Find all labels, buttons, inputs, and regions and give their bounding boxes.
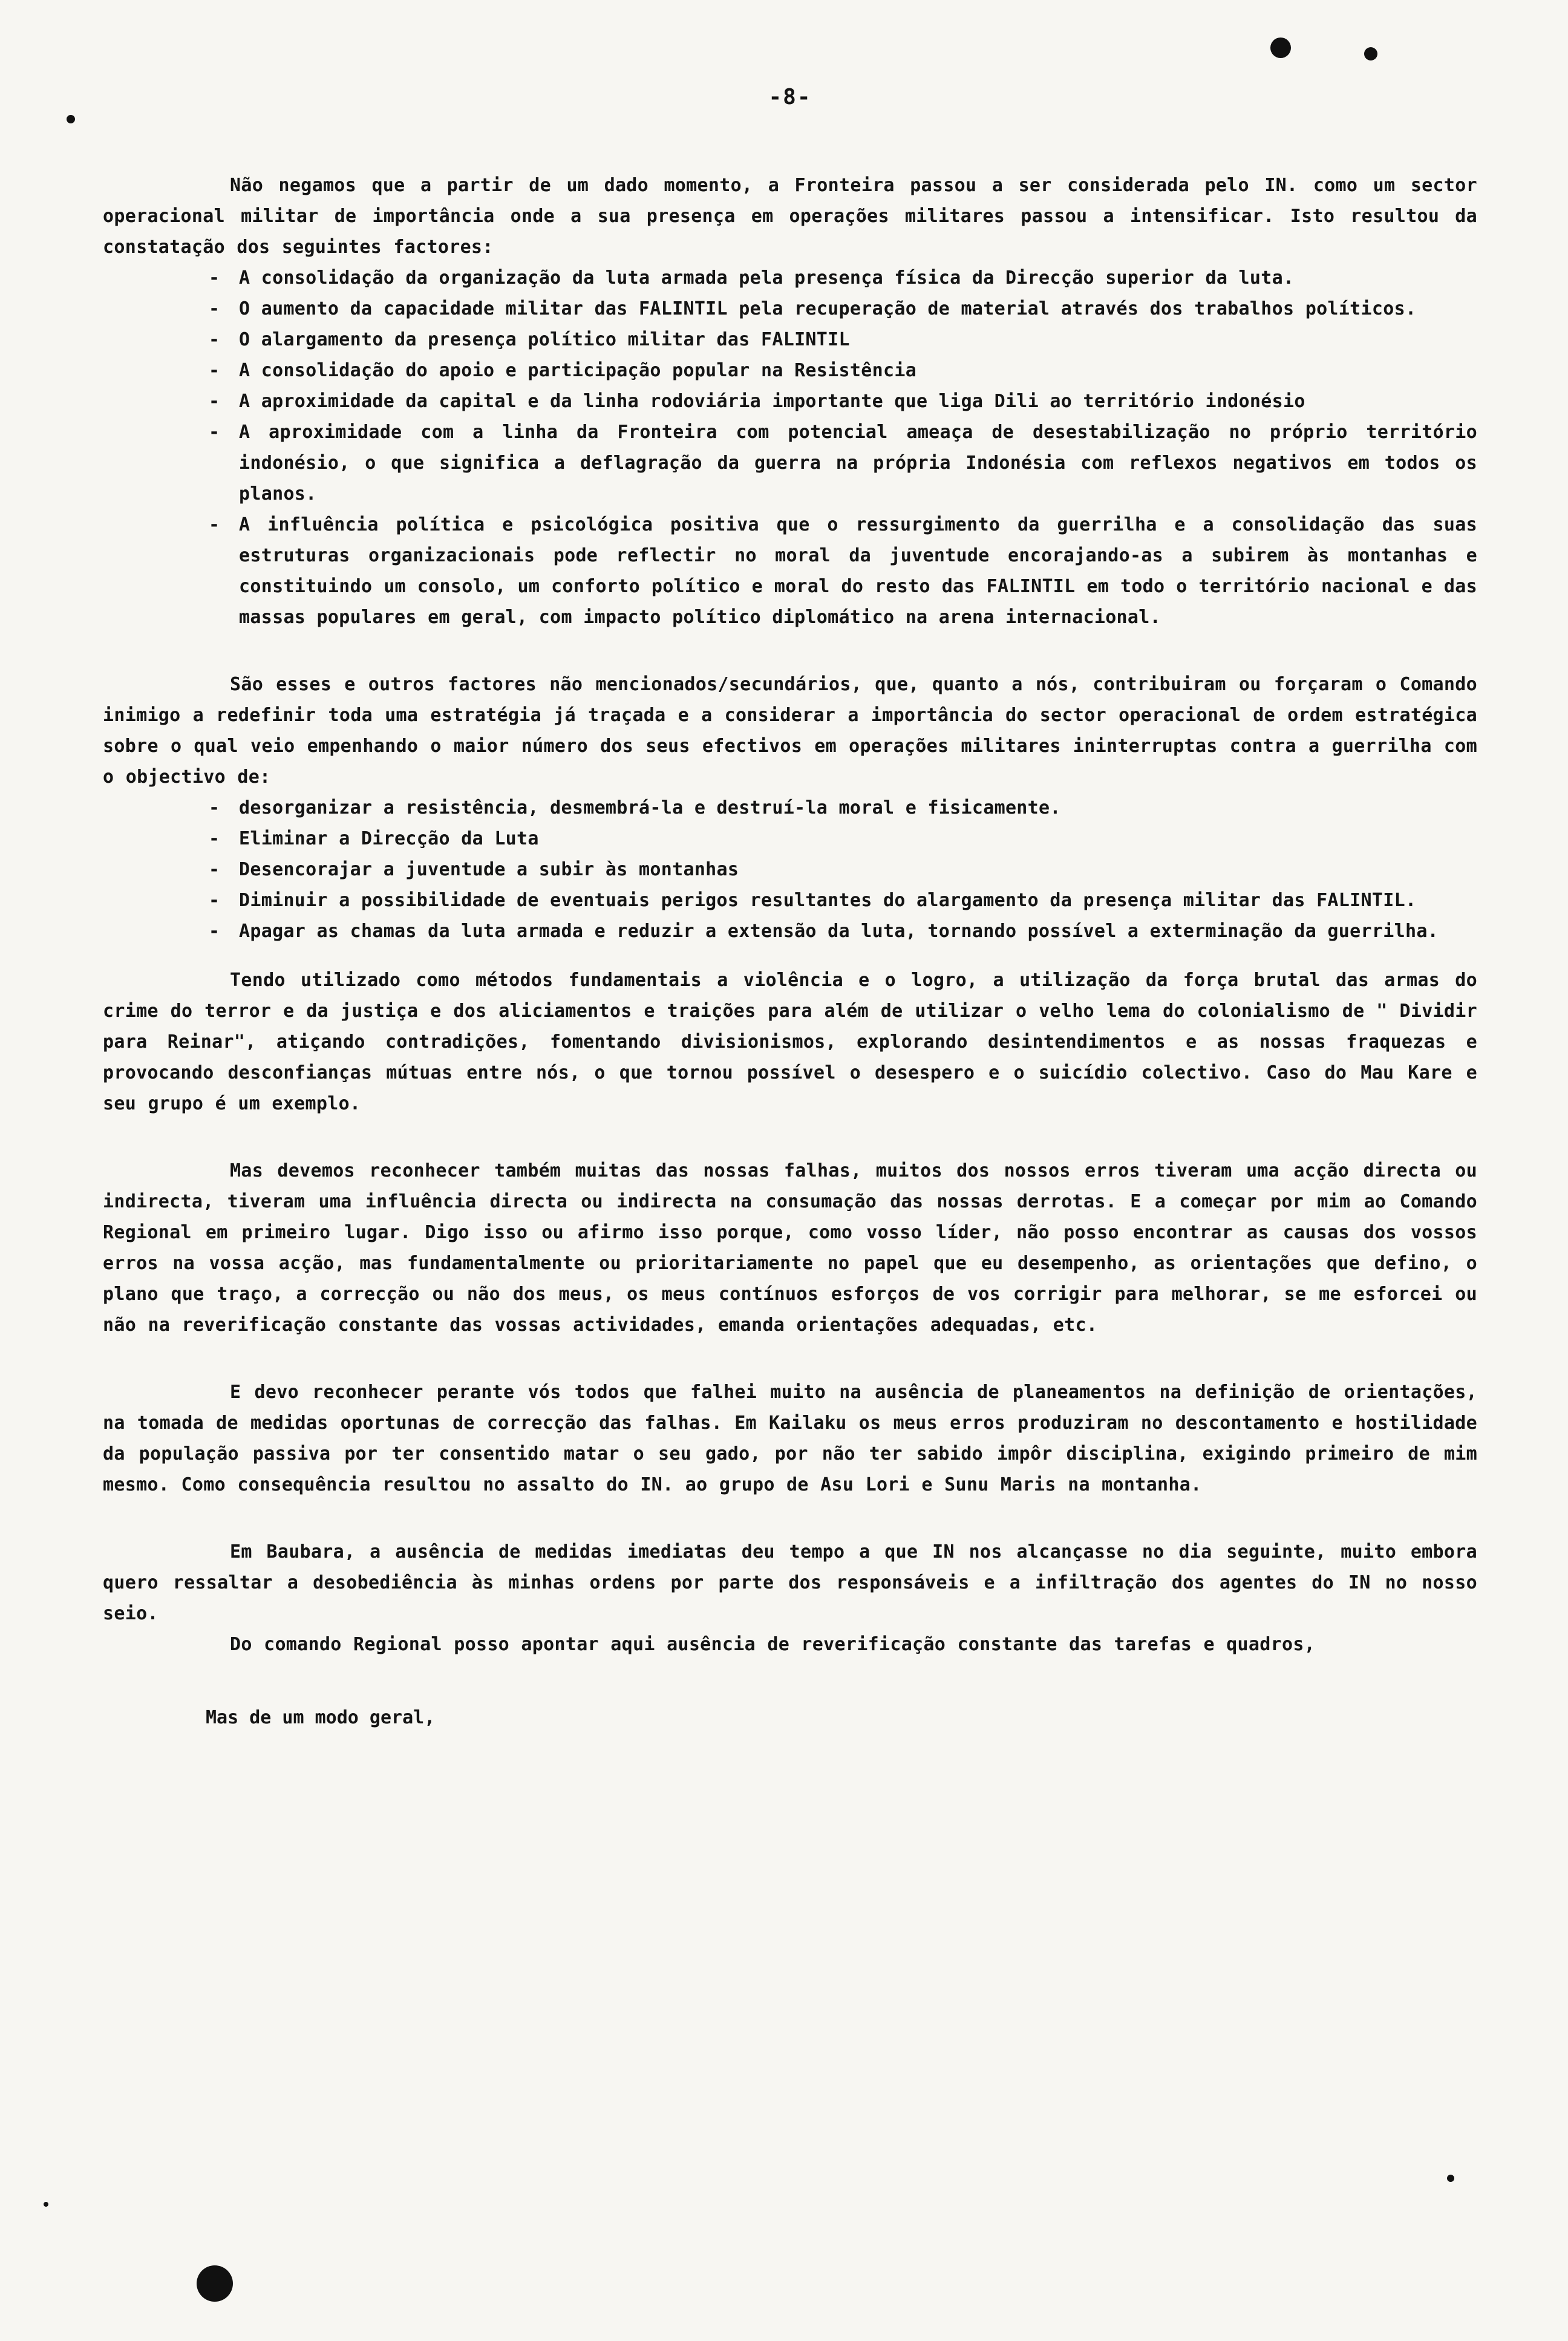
- paragraph-our-failures: Mas devemos reconhecer também muitas das nossas falhas, muitos dos nossos erros tiveram uma acção directa ou indirecta, tiveram uma influência directa ou indirecta na consumação das nossas derrotas. E a começar por mim ao Comando Regional em primeiro lugar. Digo isso ou afirmo isso porque, como vosso líder, não posso encontrar as causas dos vossos erros na vossa acção, mas fundamentalmente ou prioritariamente no papel que eu desempenho, as orientações que defino, o plano que traço, a correcção ou não dos meus, os meus contínuos esforços de vos corrigir para melhorar, se me esforcei ou não na reverificação constante das vossas actividades, emanda orientações adequadas, etc.: [103, 1160, 1477, 1336]
- list-item: - Desencorajar a juventude a subir às montanhas: [239, 854, 1477, 885]
- list-item: - Eliminar a Direcção da Luta: [239, 823, 1477, 854]
- list-item: - Diminuir a possibilidade de eventuais perigos resultantes do alargamento da presença militar das FALINTIL.: [239, 885, 1477, 916]
- paragraph-regional-command: Do comando Regional posso apontar aqui ausência de reverificação constante das tarefas e quadros,: [230, 1634, 1316, 1655]
- paragraph-methods: Tendo utilizado como métodos fundamentais a violência e o logro, a utilização da força brutal das armas do crime do terror e da justiça e dos aliciamentos e traições para além de utilizar o velho lema do colonialismo de " Dividir para Reinar", atiçando contradições, fomentando divisionismos, explorando desintendimentos e as nossas fraquezas e provocando desconfianças mútuas entre nós, o que tornou possível o desespero e o suicídio colectivo. Caso do Mau Kare e seu grupo é um exemplo.: [103, 970, 1477, 1114]
- paragraph-factors-summary: São esses e outros factores não mencionados/secundários, que, quanto a nós, contribuiram ou forçaram o Comando inimigo a redefinir toda uma estratégia já traçada e a considerar a importância do sector operacional de ordem estratégica sobre o qual veio empenhando o maior número dos seus efectivos em operações militares ininterruptas contra a guerrilha com o objectivo de:: [103, 674, 1477, 788]
- scan-speck: [44, 2202, 48, 2207]
- objectives-list: [103, 792, 1477, 947]
- scan-speck: [197, 2265, 233, 2302]
- list-item: - A consolidação da organização da luta armada pela presença física da Direcção superior da luta.: [239, 263, 1477, 293]
- scan-speck: [1364, 47, 1377, 60]
- scan-speck: [67, 115, 75, 123]
- list-item: - Apagar as chamas da luta armada e reduzir a extensão da luta, tornando possível a exterminação da guerrilha.: [239, 916, 1477, 947]
- list-item: - O aumento da capacidade militar das FALINTIL pela recuperação de material através dos trabalhos políticos.: [239, 293, 1477, 324]
- list-item: - O alargamento da presença político militar das FALINTIL: [239, 324, 1477, 355]
- intro-paragraph: Não negamos que a partir de um dado momento, a Fronteira passou a ser considerada pelo IN. como um sector operacional militar de importância onde a sua presença em operações militares passou a intensificar. Isto resultou da constatação dos seguintes factores:: [103, 175, 1477, 258]
- closing-line: Mas de um modo geral,: [206, 1707, 436, 1728]
- scan-speck: [1270, 38, 1291, 58]
- list-item: - desorganizar a resistência, desmembrá-la e destruí-la moral e fisicamente.: [239, 792, 1477, 823]
- list-item: - A influência política e psicológica positiva que o ressurgimento da guerrilha e a consolidação das suas estruturas organizacionais pode reflectir no moral da juventude encorajando-as a subirem às montanhas e constituindo um consolo, um conforto político e moral do resto das FALINTIL em todo o território nacional e das massas populares em geral, com impacto político diplomático na arena internacional.: [239, 509, 1477, 633]
- list-item: - A consolidação do apoio e participação popular na Resistência: [239, 355, 1477, 386]
- scan-speck: [1447, 2175, 1454, 2182]
- list-item: - A aproximidade da capital e da linha rodoviária importante que liga Dili ao território indonésio: [239, 386, 1477, 417]
- page-number: -8-: [768, 85, 812, 109]
- list-item: - A aproximidade com a linha da Fronteira com potencial ameaça de desestabilização no próprio território indonésio, o que significa a deflagração da guerra na própria Indonésia com reflexos negativos em todos os planos.: [239, 417, 1477, 509]
- factors-list: [103, 263, 1477, 633]
- paragraph-kailaku: E devo reconhecer perante vós todos que falhei muito na ausência de planeamentos na definição de orientações, na tomada de medidas oportunas de correcção das falhas. Em Kailaku os meus erros produziram no descontamento e hostilidade da população passiva por ter consentido matar o seu gado, por não ter sabido impôr disciplina, exigindo primeiro de mim mesmo. Como consequência resultou no assalto do IN. ao grupo de Asu Lori e Sunu Maris na montanha.: [103, 1382, 1477, 1495]
- paragraph-baubara: Em Baubara, a ausência de medidas imediatas deu tempo a que IN nos alcançasse no dia seguinte, muito embora quero ressaltar a desobediência às minhas ordens por parte dos responsáveis e a infiltração dos agentes do IN no nosso seio.: [103, 1541, 1477, 1624]
